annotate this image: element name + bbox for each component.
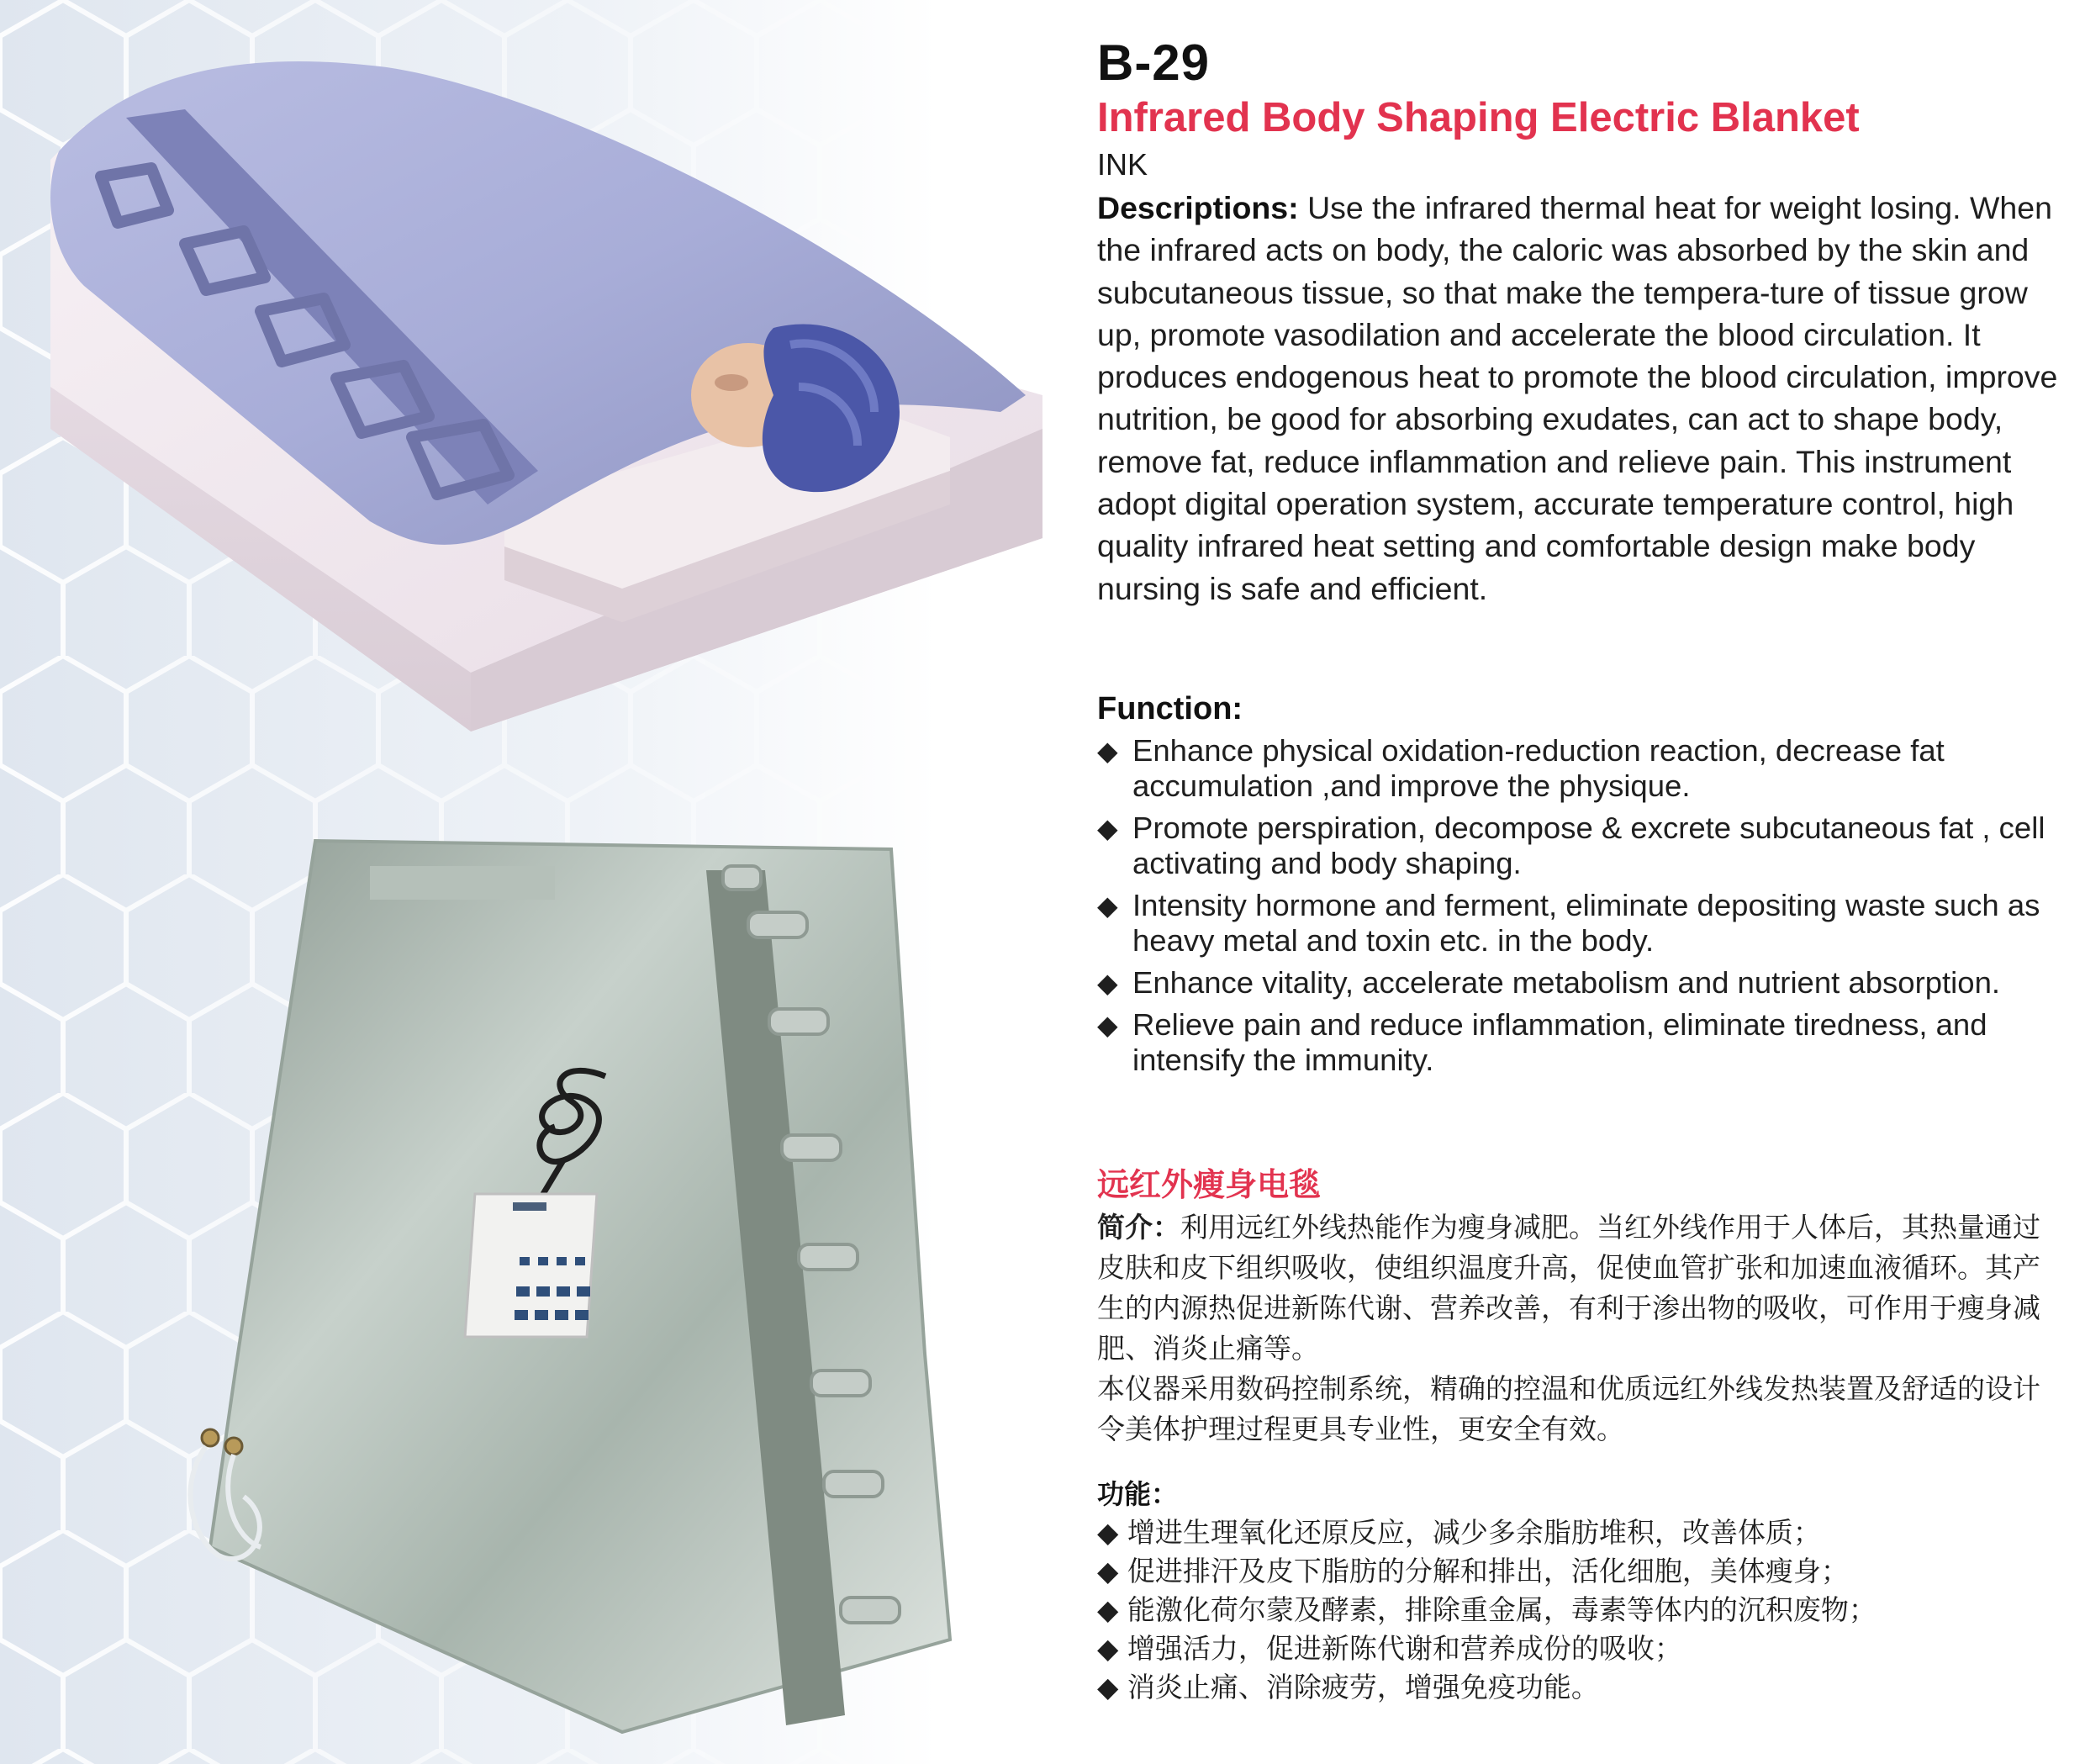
description-cn-text: 利用远红外线热能作为瘦身减肥。当红外线作用于人体后，其热量通过皮肤和皮下组织吸收，使组织温度升高，促使血管扩张和加速血液循环。其产生的内源热促进新陈代谢、营养改善，有利于渗出物的吸收，可作用于瘦身减肥、消炎止痛等。	[1097, 1211, 2040, 1365]
function-list-cn	[1097, 1513, 2072, 1707]
description-cn-label: 简介：	[1097, 1211, 1180, 1244]
diamond-bullet-icon: ◆	[1097, 813, 1118, 843]
function-item-cn: ◆ 增进生理氧化还原反应，减少多余脂肪堆积，改善体质；	[1097, 1516, 1821, 1549]
description-text: Use the infrared thermal heat for weight losing. When the infrared acts on body, the caloric was absorbed by the skin and subcutaneous tissue, so that make the tempera-ture of tissue grow up, promote vasodilation and accelerate the blood circulation. It produces endogenous heat to promote the blood circulation, improve nutrition, be good for absorbing exudates, can act to shape body, remove fat, reduce inflammation and relieve pain. This instrument adopt digital operation system, accurate temperature control, high quality infrared heat setting and comfortable design make body nursing is safe and efficient.	[1097, 190, 2058, 606]
brand-name: INK	[1097, 147, 1148, 182]
function-item: ◆ Promote perspiration, decompose & excrete subcutaneous fat , cell activating and body shaping.	[1097, 811, 2045, 880]
function-item: ◆ Enhance physical oxidation-reduction reaction, decrease fat accumulation ,and improve the physique.	[1097, 733, 1945, 803]
function-item: ◆ Intensity hormone and ferment, eliminate depositing waste such as heavy metal and toxin etc. in the body.	[1097, 888, 2040, 958]
description-cn	[1097, 1207, 2047, 1450]
blanket-in-use-photo	[34, 34, 1076, 740]
function-item-cn: ◆ 增强活力，促进新陈代谢和营养成份的吸收；	[1097, 1632, 1682, 1665]
function-heading-cn: 功能：	[1097, 1478, 1179, 1510]
diamond-bullet-icon: ◆	[1097, 890, 1118, 921]
model-number: B-29	[1097, 34, 1211, 91]
function-item: ◆ Relieve pain and reduce inflammation, eliminate tiredness, and intensify the immunity.	[1097, 1007, 1987, 1077]
blanket-with-controller-photo	[168, 832, 992, 1740]
description-en	[1097, 187, 2064, 610]
product-title-cn: 远红外瘦身电毯	[1097, 1166, 1322, 1203]
function-item: ◆ Enhance vitality, accelerate metabolism and nutrient absorption.	[1097, 965, 2001, 1000]
product-title-en: Infrared Body Shaping Electric Blanket	[1097, 95, 1860, 140]
diamond-bullet-icon: ◆	[1097, 968, 1118, 998]
function-item-cn: ◆ 能激化荷尔蒙及酵素，排除重金属，毒素等体内的沉积废物；	[1097, 1593, 1876, 1626]
function-item-cn: ◆ 促进排汗及皮下脂肪的分解和排出，活化细胞，美体瘦身；	[1097, 1555, 1849, 1587]
diamond-bullet-icon: ◆	[1097, 1010, 1118, 1040]
diamond-bullet-icon: ◆	[1097, 736, 1118, 766]
function-heading-en: Function:	[1097, 691, 1243, 726]
description-cn-text-2: 本仪器采用数码控制系统，精确的控温和优质远红外线发热装置及舒适的设计令美体护理过程更具专业性，更安全有效。	[1097, 1372, 2040, 1445]
description-label: Descriptions:	[1097, 190, 1299, 225]
function-item-cn: ◆ 消炎止痛、消除疲劳，增强免疫功能。	[1097, 1671, 1599, 1703]
function-list-en	[1097, 733, 2072, 1085]
